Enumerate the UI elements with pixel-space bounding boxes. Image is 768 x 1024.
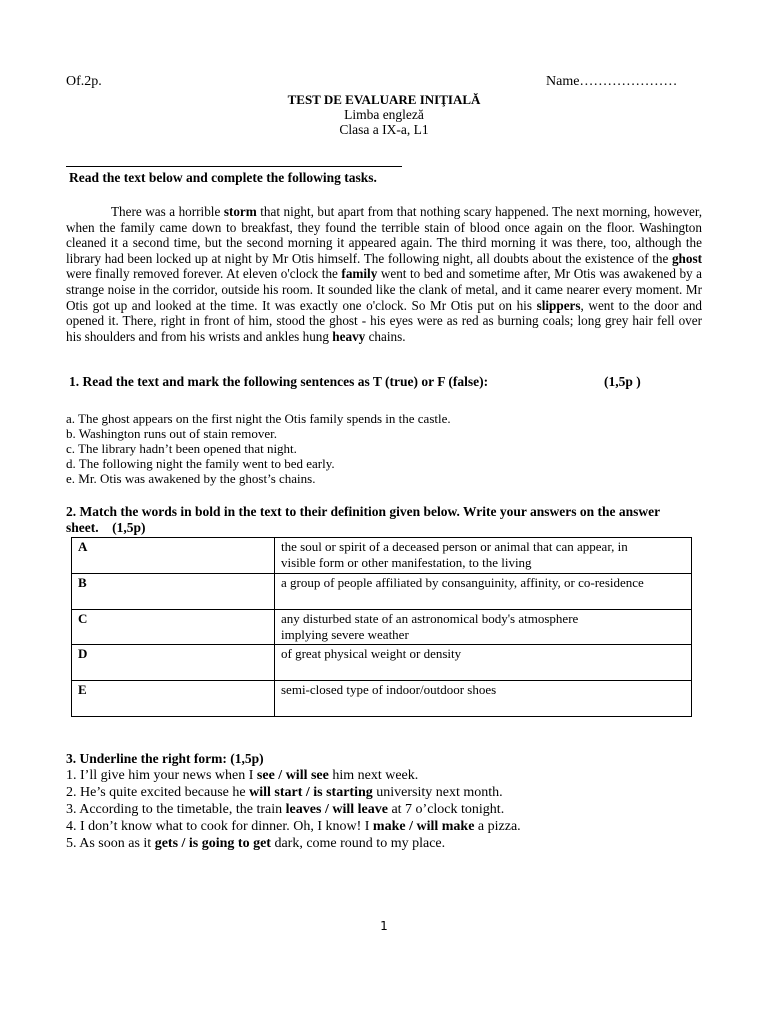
text-run: dark, come round to my place.	[270, 836, 446, 851]
bold-term: slippers	[536, 297, 581, 313]
row-key-b: B	[72, 574, 275, 610]
definition-cell	[275, 610, 692, 645]
question-2-points: (1,5p)	[112, 520, 146, 535]
text-run: university next month.	[372, 785, 503, 800]
header-row	[66, 74, 698, 92]
row-key-c: C	[72, 610, 275, 645]
bold-term: heavy	[332, 328, 366, 344]
row-key-e: E	[72, 681, 275, 717]
text-run: , went to the door and opened it. There, right in front of him, stood the ghost - his eyes were as red as burning coals; long grey hair fell over his shoulders and from his wrists and ankles hung	[66, 297, 703, 344]
row-key-a: A	[72, 538, 275, 574]
divider-line	[66, 166, 402, 167]
question-2-text: 2. Match the words in bold in the text to their definition given below. Write your answers on the answer sheet.	[66, 504, 660, 535]
subject-subtitle: Limba engleză	[344, 107, 424, 122]
bold-term: ghost	[671, 250, 702, 266]
definition-line: of great physical weight or density	[281, 646, 462, 661]
underline-item	[66, 767, 521, 784]
reading-instruction: Read the text below and complete the following tasks.	[69, 170, 377, 185]
bold-term: family	[341, 266, 378, 282]
tf-statement-b: b. Washington runs out of stain remover.	[66, 426, 278, 441]
test-title: TEST DE EVALUARE INIŢIALĂ	[287, 92, 481, 107]
definition-line: semi-closed type of indoor/outdoor shoes	[281, 682, 497, 697]
tf-statement-e: e. Mr. Otis was awakened by the ghost’s chains.	[66, 471, 316, 486]
question-1-list	[66, 411, 451, 486]
definition-line: implying severe weather	[281, 626, 409, 642]
definition-line: any disturbed state of an astronomical body's atmosphere	[281, 611, 579, 626]
question-3-list	[66, 767, 521, 852]
text-run: 2. He’s quite excited because he	[66, 785, 250, 800]
text-run: went to bed and sometime after, Mr Otis was awakened by a strange noise in the corridor, outside his room. It sounded like the clank of metal, and it came nearer every moment. Mr Otis got up and looked at the time. It was exactly one o'clock. So Mr Otis put on his	[66, 266, 702, 313]
text-run: chains.	[365, 328, 406, 344]
table-row	[72, 574, 692, 610]
table-row	[72, 645, 692, 681]
text-run: 3. According to the timetable, the train	[66, 802, 286, 817]
bold-term: gets / is going to get	[154, 836, 271, 851]
text-run: 4. I don’t know what to cook for dinner. Oh, I know! I	[66, 819, 373, 834]
tf-statement-d: d. The following night the family went to bed early.	[66, 456, 335, 471]
text-run: at 7 o’clock tonight.	[387, 802, 505, 817]
definition-cell	[275, 681, 692, 717]
definitions-table	[71, 537, 692, 717]
definition-cell	[275, 574, 692, 610]
reading-passage	[66, 204, 702, 344]
definition-line: the soul or spirit of a deceased person or animal that can appear, in	[281, 539, 628, 554]
definition-cell	[275, 645, 692, 681]
class-subtitle: Clasa a IX-a, L1	[339, 122, 429, 137]
question-3-heading: 3. Underline the right form: (1,5p)	[66, 751, 264, 766]
underline-item	[66, 784, 521, 801]
text-run: were finally removed forever. At eleven o'clock the	[66, 266, 342, 282]
definition-line: visible form or other manifestation, to the living	[281, 554, 532, 570]
page-number: 1	[380, 919, 388, 933]
question-2-heading	[66, 504, 702, 536]
definition-line: a group of people affiliated by consanguinity, affinity, or co-residence	[281, 575, 644, 590]
table-row	[72, 538, 692, 574]
text-run: that night, but apart from that nothing scary happened. The next morning, however, when the family came down to breakfast, they found the terrible stain of blood once again on the floor. Washington cleaned it a second time, but the second morning it appeared again. The third morning it was there, too, although the library had been locked up at night by Mr Otis himself. The following night, all doubts about the existence of the	[66, 204, 702, 266]
question-1-points: (1,5p )	[604, 374, 641, 389]
text-run: 1. I’ll give him your news when I	[66, 768, 257, 783]
of-points-label: Of.2p.	[66, 74, 102, 89]
question-1-heading: 1. Read the text and mark the following sentences as T (true) or F (false):	[69, 374, 489, 389]
bold-term: make / will make	[372, 819, 475, 834]
table-row	[72, 681, 692, 717]
name-field-label: Name…………………	[546, 74, 678, 89]
bold-term: see / will see	[256, 768, 329, 783]
text-run: him next week.	[328, 768, 419, 783]
text-run: a pizza.	[474, 819, 521, 834]
underline-item	[66, 835, 521, 852]
row-key-d: D	[72, 645, 275, 681]
text-run: 5. As soon as it	[66, 836, 155, 851]
table-row	[72, 610, 692, 645]
bold-term: will start / is starting	[249, 785, 373, 800]
tf-statement-a: a. The ghost appears on the first night the Otis family spends in the castle.	[66, 411, 451, 426]
definition-cell	[275, 538, 692, 574]
underline-item	[66, 818, 521, 835]
tf-statement-c: c. The library hadn’t been opened that night.	[66, 441, 297, 456]
underline-item	[66, 801, 521, 818]
text-run: There was a horrible	[111, 204, 224, 219]
bold-term: storm	[223, 204, 257, 219]
bold-term: leaves / will leave	[285, 802, 388, 817]
